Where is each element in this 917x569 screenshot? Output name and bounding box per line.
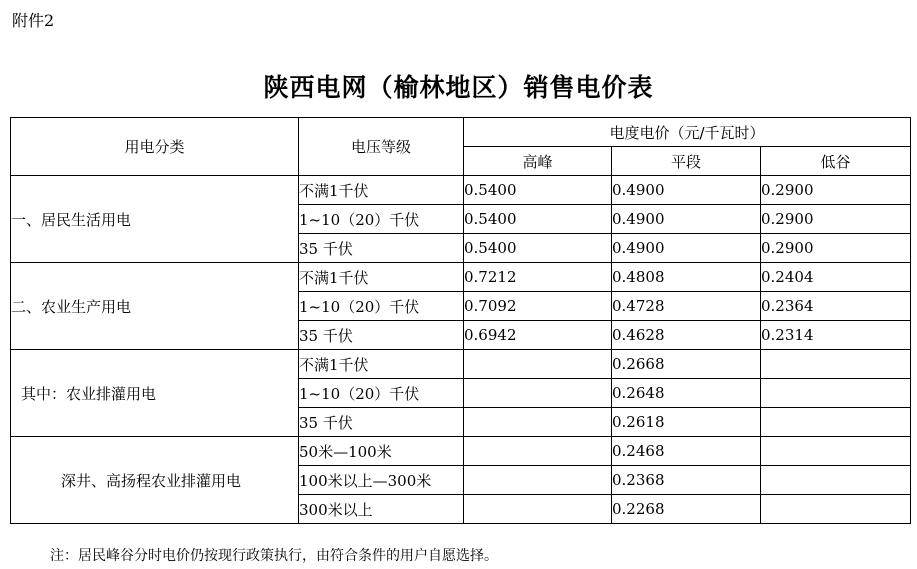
peak-cell: [464, 495, 612, 524]
header-peak: 高峰: [464, 147, 612, 176]
category-cell: 二、农业生产用电: [11, 263, 299, 350]
valley-cell: [761, 408, 911, 437]
annex-label: 附件2: [12, 11, 55, 30]
flat-cell: 0.2368: [612, 466, 761, 495]
table-row: [11, 263, 911, 292]
flat-cell: 0.2668: [612, 350, 761, 379]
flat-cell: 0.2468: [612, 437, 761, 466]
peak-cell: 0.7212: [464, 263, 612, 292]
table-row: [11, 176, 911, 205]
table-row: [11, 437, 911, 466]
voltage-cell: 50米—100米: [299, 437, 464, 466]
voltage-cell: 100米以上—300米: [299, 466, 464, 495]
peak-cell: [464, 437, 612, 466]
voltage-cell: 不满1千伏: [299, 263, 464, 292]
header-row-1: [11, 118, 911, 147]
flat-cell: 0.2618: [612, 408, 761, 437]
header-category: 用电分类: [11, 118, 299, 176]
price-table: [10, 117, 911, 524]
voltage-cell: 1~10（20）千伏: [299, 205, 464, 234]
flat-cell: 0.4628: [612, 321, 761, 350]
flat-cell: 0.2648: [612, 379, 761, 408]
valley-cell: [761, 379, 911, 408]
flat-cell: 0.4900: [612, 234, 761, 263]
valley-cell: [761, 437, 911, 466]
valley-cell: 0.2900: [761, 205, 911, 234]
valley-cell: 0.2900: [761, 234, 911, 263]
peak-cell: [464, 379, 612, 408]
voltage-cell: 不满1千伏: [299, 176, 464, 205]
valley-cell: 0.2364: [761, 292, 911, 321]
voltage-cell: 1~10（20）千伏: [299, 379, 464, 408]
voltage-cell: 1~10（20）千伏: [299, 292, 464, 321]
header-voltage: 电压等级: [299, 118, 464, 176]
header-flat: 平段: [612, 147, 761, 176]
flat-cell: 0.4900: [612, 205, 761, 234]
valley-cell: 0.2404: [761, 263, 911, 292]
peak-cell: 0.7092: [464, 292, 612, 321]
valley-cell: [761, 350, 911, 379]
table-row: [11, 350, 911, 379]
peak-cell: 0.6942: [464, 321, 612, 350]
category-cell: 深井、高扬程农业排灌用电: [11, 437, 299, 524]
category-cell: 其中：农业排灌用电: [11, 350, 299, 437]
peak-cell: 0.5400: [464, 234, 612, 263]
valley-cell: 0.2900: [761, 176, 911, 205]
footnote: 注：居民峰谷分时电价仍按现行政策执行，由符合条件的用户自愿选择。: [50, 548, 498, 564]
valley-cell: [761, 495, 911, 524]
flat-cell: 0.4728: [612, 292, 761, 321]
flat-cell: 0.4900: [612, 176, 761, 205]
peak-cell: 0.5400: [464, 176, 612, 205]
voltage-cell: 300米以上: [299, 495, 464, 524]
valley-cell: [761, 466, 911, 495]
header-price-group: 电度电价（元/千瓦时）: [464, 118, 911, 147]
voltage-cell: 35 千伏: [299, 321, 464, 350]
header-valley: 低谷: [761, 147, 911, 176]
peak-cell: [464, 408, 612, 437]
flat-cell: 0.4808: [612, 263, 761, 292]
valley-cell: 0.2314: [761, 321, 911, 350]
voltage-cell: 不满1千伏: [299, 350, 464, 379]
peak-cell: [464, 350, 612, 379]
voltage-cell: 35 千伏: [299, 234, 464, 263]
peak-cell: [464, 466, 612, 495]
peak-cell: 0.5400: [464, 205, 612, 234]
category-cell: 一、居民生活用电: [11, 176, 299, 263]
page-title: 陕西电网（榆林地区）销售电价表: [263, 73, 654, 102]
voltage-cell: 35 千伏: [299, 408, 464, 437]
flat-cell: 0.2268: [612, 495, 761, 524]
